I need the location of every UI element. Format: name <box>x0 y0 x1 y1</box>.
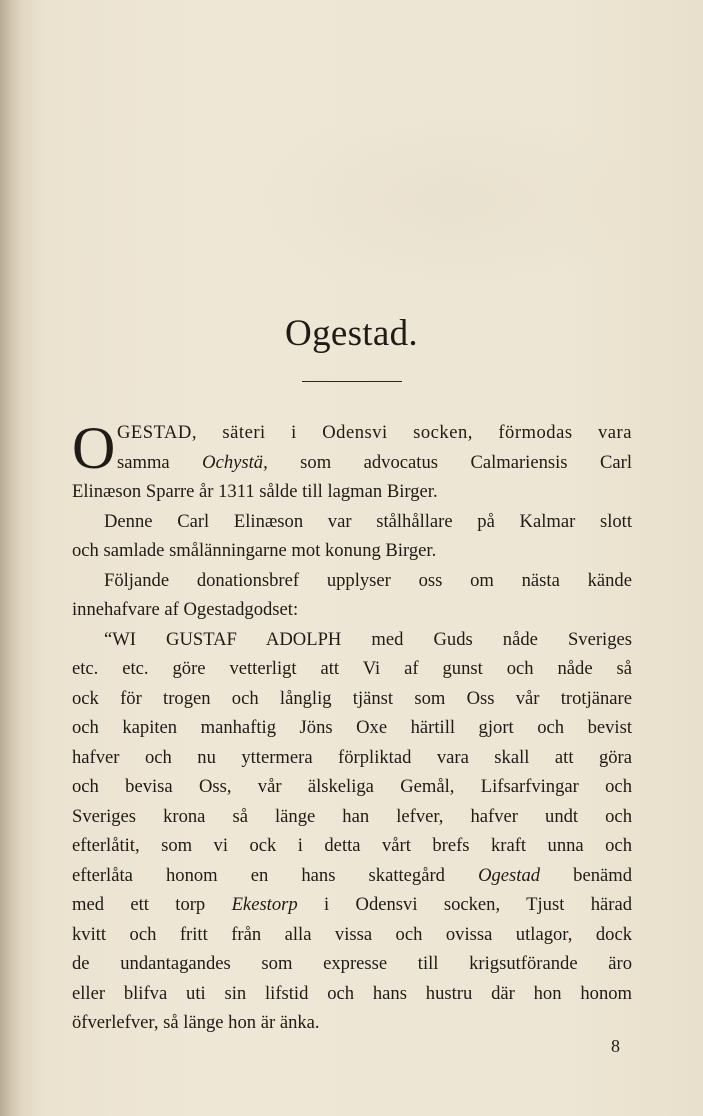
body-text <box>72 415 632 1038</box>
text-line: ock för trogen och långlig tjänst som Oss vår trotjänare <box>72 687 632 709</box>
text-line: samma Ochystä, som advocatus Calmariensis Carl <box>117 451 632 473</box>
text-line: Elinæson Sparre år 1311 sålde till lagman Birger. <box>72 481 438 502</box>
page-number: 8 <box>611 1036 620 1056</box>
text-line: öfverlefver, så länge hon är änka. <box>72 1012 320 1033</box>
text-line: innehafvare af Ogestadgodset: <box>72 599 299 620</box>
text-line: kvitt och fritt från alla vissa och ovissa utlagor, dock <box>72 923 632 945</box>
text-line: eller blifva uti sin lifstid och hans hustru där hon honom <box>72 982 632 1004</box>
text-line: och samlade smålänningarne mot konung Birger. <box>72 540 437 561</box>
title-divider <box>302 381 402 382</box>
text-line: Följande donationsbref upplyser oss om nästa kände <box>104 569 632 591</box>
drop-cap: O <box>72 415 116 481</box>
text-line: Denne Carl Elinæson var stålhållare på Kalmar slott <box>104 510 632 532</box>
show-through-shading <box>250 100 650 300</box>
text-line: de undantagandes som expresse till krigsutförande äro <box>72 953 632 974</box>
text-line: Sveriges krona så länge han lefver, hafver undt och <box>72 805 632 827</box>
text-line: och kapiten manhaftig Jöns Oxe härtill gjort och bevist <box>72 717 632 738</box>
chapter-title: Ogestad. <box>285 313 418 354</box>
text-line: “WI GUSTAF ADOLPH med Guds nåde Sveriges <box>104 628 632 650</box>
text-line: GESTAD, säteri i Odensvi socken, förmodas vara <box>117 422 632 443</box>
text-line: etc. etc. göre vetterligt att Vi af gunst och nåde så <box>72 658 632 679</box>
text-line: med ett torp Ekestorp i Odensvi socken, Tjust härad <box>72 894 632 915</box>
text-line: och bevisa Oss, vår älskeliga Gemål, Lifsarfvingar och <box>72 776 632 797</box>
text-line: efterlåtit, som vi ock i detta vårt brefs kraft unna och <box>72 835 632 856</box>
text-line: efterlåta honom en hans skattegård Ogestad benämd <box>72 864 632 886</box>
text-line: hafver och nu yttermera förpliktad vara skall att göra <box>72 746 632 768</box>
